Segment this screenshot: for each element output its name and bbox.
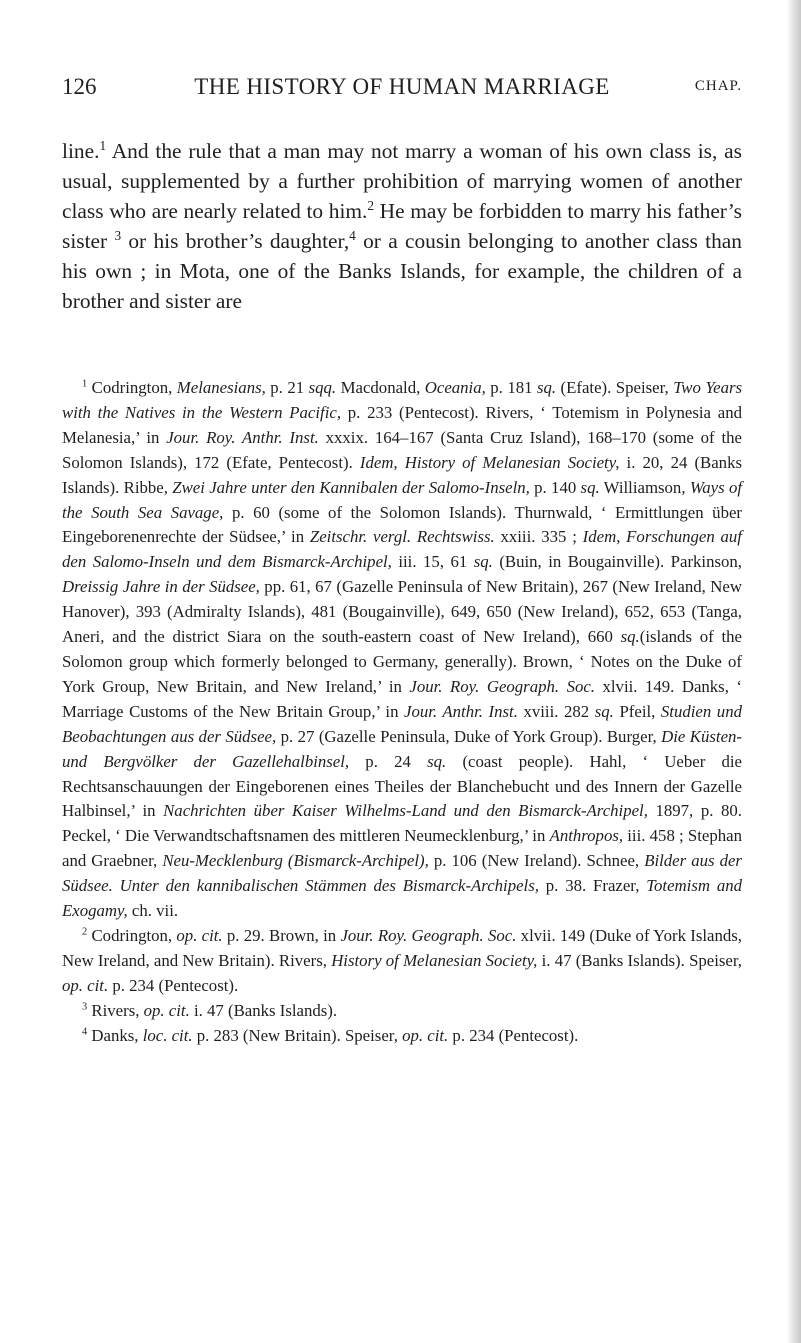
italic-title: sq.: [427, 751, 447, 771]
page-edge-shadow: [787, 0, 801, 1343]
text-run: 1897, p. 80. Peckel, ‘ Die Verwandtschaftsnamen des mittleren Neumecklenburg,’ in: [62, 801, 743, 846]
text-run: p. 233 (Pentecost). Rivers, ‘ Totemism in Polynesia and Melanesia,’ in: [62, 402, 742, 447]
text-run: He may be forbidden to marry his father’s sister: [62, 199, 742, 253]
text-run: p. 29. Brown, in: [222, 925, 341, 945]
italic-title: Oceania,: [424, 378, 486, 397]
text-run: line.: [62, 139, 100, 163]
footnotes: [62, 376, 742, 1048]
italic-title: op. cit.: [402, 1025, 449, 1045]
footnote-reference: 3: [114, 227, 122, 243]
footnote-4: [62, 1024, 742, 1049]
italic-title: Anthropos,: [549, 826, 624, 846]
page-number: 126: [62, 74, 97, 99]
italic-title: Neu-Mecklenburg (Bismarck-Archipel),: [162, 851, 429, 871]
text-run: (islands of the Solomon group which formerly belonged to Germany, generally). Brown, ‘ Notes on the Duke of York Group, New Britain, and New Ireland,’ in: [62, 627, 742, 696]
footnote-marker: 3: [82, 1001, 88, 1013]
italic-title: sq.: [620, 627, 640, 647]
text-run: xxiii. 335 ;: [494, 527, 583, 547]
italic-title: sq.: [594, 701, 614, 721]
italic-title: Zeitschr. vergl. Rechtswiss.: [309, 527, 495, 547]
italic-title: Jour. Roy. Geograph. Soc.: [340, 925, 517, 945]
text-run: or a cousin belonging to another class than his own ; in Mota, one of the Banks Islands, for example, the children of a brother and sister are: [62, 229, 742, 313]
text-run: p. 283 (New Britain). Speiser,: [192, 1025, 403, 1045]
text-run: or his brother’s daughter,: [121, 229, 350, 253]
text-run: p. 234 (Pentecost).: [448, 1025, 579, 1045]
footnote-marker: 1: [82, 378, 88, 390]
italic-title: Studien und Beobachtungen aus der Südsee,: [62, 701, 742, 746]
footnote-reference: 1: [99, 137, 107, 153]
text-run: p. 140: [529, 477, 581, 497]
text-run: iii. 458 ; Stephan and Graebner,: [62, 826, 742, 871]
footnote-marker: 4: [82, 1025, 88, 1037]
text-run: p. 181: [485, 378, 537, 397]
text-run: (Buin, in Bougainville). Parkinson,: [492, 552, 742, 572]
italic-title: Idem, Forschungen auf den Salomo-Inseln und dem Bismarck-Archipel,: [62, 527, 742, 572]
text-run: pp. 61, 67 (Gazelle Peninsula of New Britain), 267 (New Ireland, New Hanover), 393 (Admiralty Islands), 481 (Bougainville), 649, 650 (New Ireland), 652, 653 (Tanga, Aneri, and the district Siara on the south-eastern coast of New Ireland), 660: [62, 577, 742, 647]
text-run: xlvii. 149 (Duke of York Islands, New Ireland, and New Britain). Rivers,: [62, 925, 742, 970]
text-run: Danks,: [91, 1025, 143, 1045]
text-run: Rivers,: [91, 1000, 144, 1020]
text-run: i. 47 (Banks Islands).: [189, 1000, 338, 1020]
text-run: iii. 15, 61: [391, 552, 474, 572]
paragraph: [62, 136, 742, 316]
footnote-1: [62, 376, 742, 924]
text-run: p. 106 (New Ireland). Schnee,: [428, 851, 645, 871]
italic-title: Ways of the South Sea Savage,: [62, 477, 743, 522]
italic-title: Zwei Jahre unter den Kannibalen der Salomo-Inseln,: [172, 477, 530, 497]
text-run: ch. vii.: [127, 901, 179, 921]
footnote-reference: 2: [367, 197, 374, 213]
text-run: And the rule that a man may not marry a woman of his own class is, as usual, supplemented by a further prohibition of marrying women of another class who are nearly related to him.: [62, 139, 742, 223]
main-paragraph: [62, 136, 742, 316]
italic-title: Jour. Roy. Anthr. Inst.: [166, 427, 319, 447]
text-run: p. 234 (Pentecost).: [108, 975, 239, 995]
italic-title: Jour. Roy. Geograph. Soc.: [409, 676, 595, 696]
italic-title: op. cit.: [62, 975, 109, 995]
text-run: xviii. 282: [517, 701, 595, 721]
italic-title: Bilder aus der Südsee. Unter den kannibalischen Stämmen des Bismarck-Archipels,: [62, 851, 742, 896]
text-run: p. 38. Frazer,: [538, 876, 647, 896]
text-run: (Efate). Speiser,: [556, 378, 674, 397]
italic-title: Jour. Anthr. Inst.: [404, 701, 518, 721]
text-run: Pfeil,: [613, 701, 661, 721]
text-run: p. 24: [349, 751, 428, 771]
footnote-2: [62, 924, 742, 999]
chapter-label: CHAP.: [694, 78, 742, 94]
italic-title: sq.: [580, 477, 600, 497]
italic-title: sqq.: [308, 378, 337, 397]
italic-title: Dreissig Jahre in der Südsee,: [62, 577, 260, 597]
running-header: [62, 74, 742, 108]
text-run: Macdonald,: [336, 378, 425, 397]
text-run: Codrington,: [91, 378, 177, 397]
italic-title: sq.: [536, 378, 557, 397]
italic-title: History of Melanesian Society,: [331, 950, 538, 970]
text-run: p. 21: [265, 378, 309, 397]
text-run: Codrington,: [91, 925, 177, 945]
text-run: i. 47 (Banks Islands). Speiser,: [537, 950, 742, 970]
italic-title: Nachrichten über Kaiser Wilhelms-Land und den Bismarck-Archipel,: [163, 801, 648, 821]
italic-title: Idem, History of Melanesian Society,: [359, 452, 620, 472]
italic-title: loc. cit.: [142, 1025, 193, 1045]
text-run: xxxix. 164–167 (Santa Cruz Island), 168–170 (some of the Solomon Islands), 172 (Efate, Pentecost).: [62, 427, 742, 472]
text-run: p. 60 (some of the Solomon Islands). Thurnwald, ‘ Ermittlungen über Eingeborenenrechte der Südsee,’ in: [62, 502, 742, 547]
italic-title: Die Küsten- und Bergvölker der Gazellehalbinsel,: [62, 726, 742, 771]
text-run: (coast people). Hahl, ‘ Ueber die Rechtsanschauungen der Eingeborenen eines Theiles der Blanchebucht und des Innern der Gazelle Halbinsel,’ in: [62, 751, 742, 821]
text-run: p. 27 (Gazelle Peninsula, Duke of York Group). Burger,: [276, 726, 662, 746]
text-run: xlvii. 149. Danks, ‘ Marriage Customs of the New Britain Group,’ in: [62, 676, 742, 721]
italic-title: Melanesians,: [176, 378, 266, 397]
italic-title: Two Years with the Natives in the Western Pacific,: [62, 378, 743, 422]
text-run: i. 20, 24 (Banks Islands). Ribbe,: [62, 452, 742, 497]
italic-title: Totemism and Exogamy,: [62, 876, 742, 921]
italic-title: op. cit.: [143, 1000, 190, 1020]
footnote-marker: 2: [82, 926, 88, 938]
text-run: Williamson,: [599, 477, 690, 497]
running-title: THE HISTORY OF HUMAN MARRIAGE: [194, 74, 610, 99]
italic-title: sq.: [473, 552, 493, 572]
italic-title: op. cit.: [176, 925, 223, 945]
footnote-3: [62, 999, 742, 1024]
footnote-reference: 4: [349, 227, 356, 243]
